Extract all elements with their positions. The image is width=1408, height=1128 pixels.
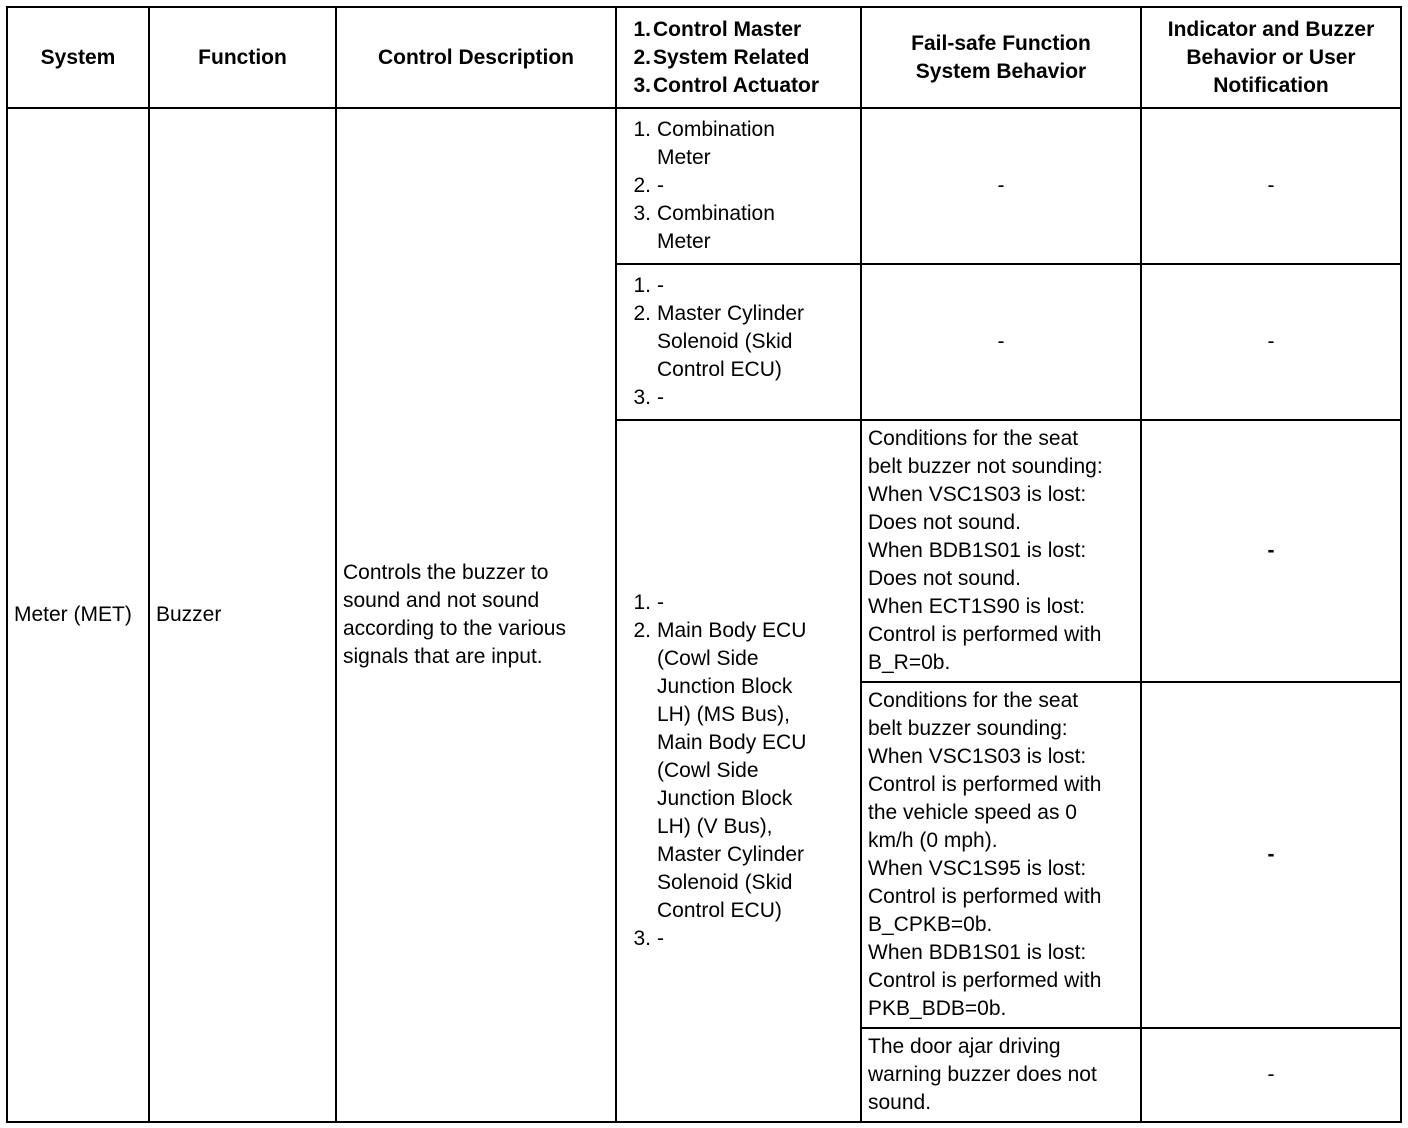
header-indicator-line: Notification <box>1213 73 1329 97</box>
list-item: 3. Combination Meter <box>633 202 775 253</box>
table-row <box>7 108 1401 264</box>
cell-indicator: - <box>1141 108 1401 264</box>
control-table <box>6 6 1402 1123</box>
cell-indicator: - <box>1141 420 1401 682</box>
list-item: 2. - <box>633 174 664 197</box>
cell-indicator: - <box>1141 682 1401 1028</box>
cell-function: Buzzer <box>149 108 336 1122</box>
header-indicator-line: Behavior or User <box>1186 45 1356 69</box>
cell-failsafe: - <box>861 108 1141 264</box>
cell-indicator: - <box>1141 1028 1401 1122</box>
header-function: Function <box>149 7 336 108</box>
header-role-2: 2. System Related <box>633 45 810 69</box>
header-control-roles <box>616 7 861 108</box>
cell-failsafe: Conditions for the seat belt buzzer not sounding: When VSC1S03 is lost: Does not sound. When BDB1S01 is lost: Does not sound. When ECT1S90 is lost: Control is performed with B_R=0b. <box>861 420 1141 682</box>
header-row <box>7 7 1401 108</box>
header-indicator-line: Indicator and Buzzer <box>1167 17 1375 41</box>
list-item: 3. - <box>633 927 664 950</box>
cell-control-roles <box>616 108 861 264</box>
header-indicator <box>1141 7 1401 108</box>
list-item: 1. - <box>633 591 664 614</box>
list-item: 2. Main Body ECU (Cowl Side Junction Block LH) (MS Bus), Main Body ECU (Cowl Side Junction Block LH) (V Bus), Master Cylinder Solenoid (Skid Control ECU) <box>633 619 807 922</box>
cell-system: Meter (MET) <box>7 108 149 1122</box>
cell-failsafe: - <box>861 264 1141 420</box>
cell-failsafe: The door ajar driving warning buzzer does not sound. <box>861 1028 1141 1122</box>
header-role-1: 1. Control Master <box>633 17 802 41</box>
header-failsafe-line: Fail-safe Function <box>911 31 1091 55</box>
cell-control-roles <box>616 420 861 1122</box>
list-item: 1. - <box>633 274 664 297</box>
header-system: System <box>7 7 149 108</box>
list-item: 2. Master Cylinder Solenoid (Skid Control ECU) <box>633 302 805 381</box>
header-failsafe-line: System Behavior <box>915 59 1087 83</box>
header-role-3: 3. Control Actuator <box>633 73 820 97</box>
cell-control-description: Controls the buzzer to sound and not sound according to the various signals that are input. <box>336 108 616 1122</box>
list-item: 3. - <box>633 386 664 409</box>
cell-failsafe: Conditions for the seat belt buzzer sounding: When VSC1S03 is lost: Control is performed with the vehicle speed as 0 km/h (0 mph). When VSC1S95 is lost: Control is performed with B_CPKB=0b. When BDB1S01 is lost: Control is performed with PKB_BDB=0b. <box>861 682 1141 1028</box>
header-failsafe <box>861 7 1141 108</box>
cell-control-roles <box>616 264 861 420</box>
list-item: 1. Combination Meter <box>633 118 775 169</box>
cell-indicator: - <box>1141 264 1401 420</box>
header-control-description: Control Description <box>336 7 616 108</box>
